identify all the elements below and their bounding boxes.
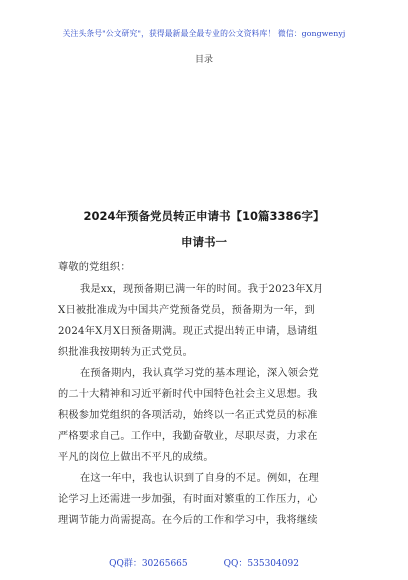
paragraph-line: 我是xx，现预备期已满一年的时间。我于2023年X月 <box>80 284 324 295</box>
paragraph-line: 论学习上还需进一步加强，有时面对繁重的工作压力，心 <box>58 494 318 505</box>
paragraph-line: 理调节能力尚需提高。在今后的工作和学习中，我将继续 <box>58 515 318 526</box>
paragraph-line: 的二十大精神和习近平新时代中国特色社会主义思想。我 <box>58 389 318 400</box>
paragraph-line: 织批准我按期转为正式党员。 <box>58 347 194 358</box>
paragraph-line: 平凡的岗位上做出不平凡的成绩。 <box>58 452 214 463</box>
paragraph-line: 严格要求自己。工作中，我勤奋敬业，尽职尽责，力求在 <box>58 431 318 442</box>
document-title: 2024年预备党员转正申请书【10篇3386字】 <box>83 209 325 223</box>
toc-label: 目录 <box>194 55 213 65</box>
paragraph-line: 积极参加党组织的各项活动，始终以一名正式党员的标准 <box>58 410 318 421</box>
paragraph-line: 2024年X月X日预备期满。现正式提出转正申请，恳请组 <box>58 326 318 337</box>
header-banner: 关注头条号"公文研究"，获得最新最全最专业的公文资料库！ 微信：gongwenyj <box>62 29 346 38</box>
paragraph-line: X日被批准成为中国共产党预备党员，预备期为一年，到 <box>58 305 315 316</box>
footer-contact <box>0 556 408 569</box>
paragraph-line: 在这一年中，我也认识到了自身的不足。例如，在理 <box>80 473 319 484</box>
paragraph-line: 在预备期内，我认真学习党的基本理论，深入领会党 <box>80 368 319 379</box>
qq-number: QQ：535304092 <box>223 559 299 569</box>
salutation: 尊敬的党组织： <box>58 262 131 273</box>
section-title: 申请书一 <box>181 235 227 249</box>
qq-group: QQ群：30265665 <box>109 559 188 569</box>
